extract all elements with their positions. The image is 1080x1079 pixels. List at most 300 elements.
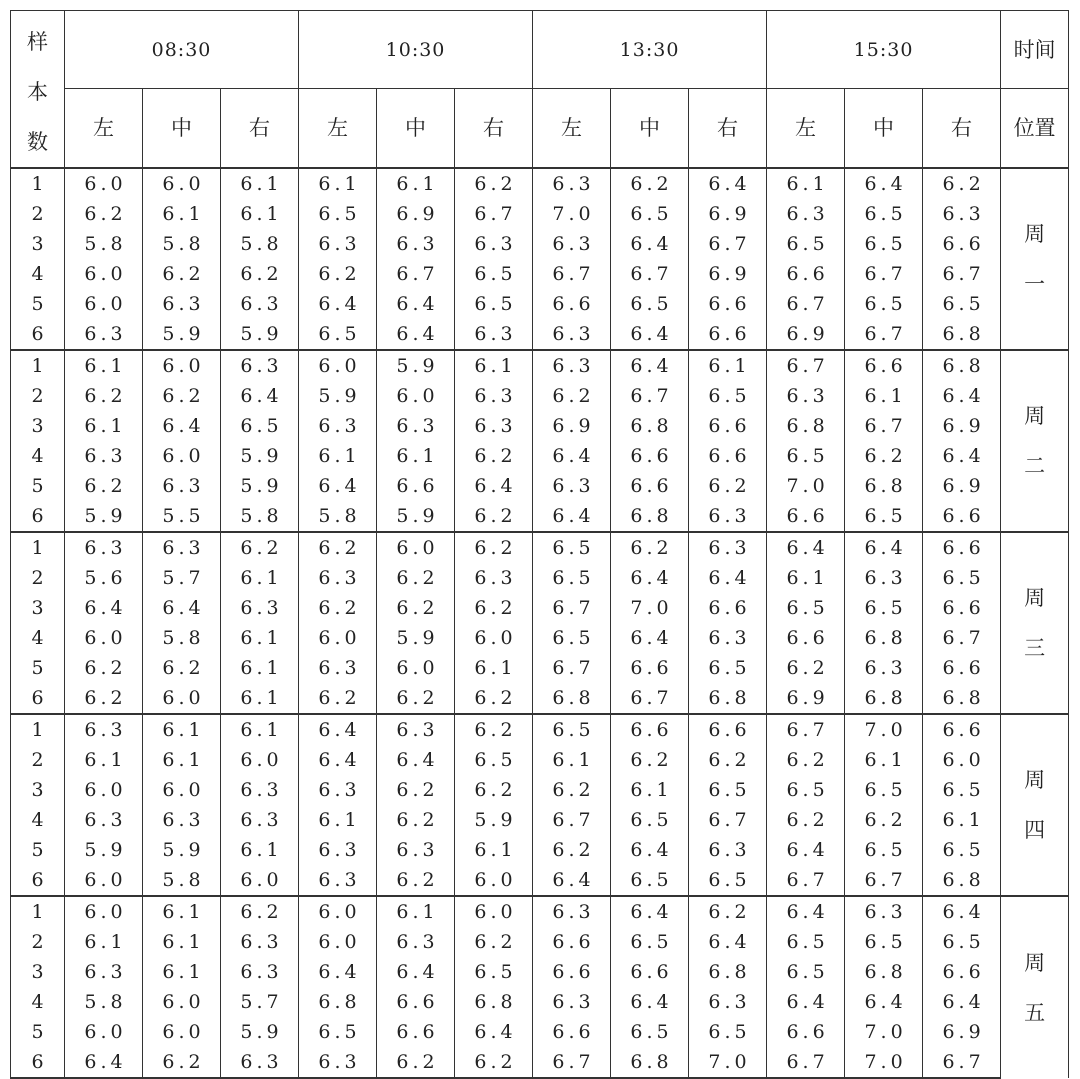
value-cell: 6.8	[611, 411, 689, 441]
weekday-char: 周	[1024, 950, 1046, 975]
value-cell: 6.7	[845, 319, 923, 350]
value-cell: 6.0	[143, 1017, 221, 1047]
value-cell: 5.9	[221, 1017, 299, 1047]
weekday-char: 周	[1024, 768, 1046, 792]
value-cell: 6.4	[377, 289, 455, 319]
value-cell: 6.1	[299, 441, 377, 471]
value-cell: 6.7	[689, 805, 767, 835]
value-cell: 6.3	[65, 714, 143, 745]
value-cell: 6.9	[689, 259, 767, 289]
value-cell: 6.5	[299, 319, 377, 350]
value-cell: 6.0	[377, 532, 455, 563]
value-cell: 6.2	[455, 714, 533, 745]
value-cell: 6.7	[845, 259, 923, 289]
position-header-center: 中	[377, 89, 455, 168]
value-cell: 6.0	[65, 259, 143, 289]
value-cell: 6.3	[533, 987, 611, 1017]
table-row	[11, 319, 1069, 350]
value-cell: 6.4	[923, 896, 1001, 927]
value-cell: 6.3	[221, 289, 299, 319]
weekday-cell	[1001, 714, 1069, 896]
value-cell: 6.3	[65, 441, 143, 471]
value-cell: 6.2	[377, 683, 455, 714]
value-cell: 6.8	[923, 319, 1001, 350]
value-cell: 6.0	[65, 775, 143, 805]
value-cell: 6.3	[65, 805, 143, 835]
data-table	[10, 10, 1069, 1079]
value-cell: 6.4	[845, 987, 923, 1017]
table-row	[11, 805, 1069, 835]
value-cell: 6.8	[845, 957, 923, 987]
value-cell: 6.3	[845, 563, 923, 593]
value-cell: 6.4	[143, 593, 221, 623]
position-header-right: 右	[221, 89, 299, 168]
value-cell: 6.5	[689, 653, 767, 683]
value-cell: 6.3	[143, 805, 221, 835]
value-cell: 7.0	[845, 1047, 923, 1078]
value-cell: 6.6	[923, 532, 1001, 563]
value-cell: 6.4	[377, 745, 455, 775]
value-cell: 6.2	[533, 381, 611, 411]
value-cell: 6.5	[767, 441, 845, 471]
value-cell: 6.4	[611, 319, 689, 350]
value-cell: 6.5	[845, 229, 923, 259]
sample-index-cell: 3	[11, 593, 65, 623]
value-cell: 5.9	[143, 319, 221, 350]
value-cell: 5.9	[221, 441, 299, 471]
sample-index-cell: 4	[11, 623, 65, 653]
value-cell: 6.2	[455, 927, 533, 957]
value-cell: 6.0	[299, 350, 377, 381]
value-cell: 6.2	[299, 532, 377, 563]
value-cell: 6.5	[611, 199, 689, 229]
value-cell: 6.8	[845, 471, 923, 501]
value-cell: 6.4	[65, 593, 143, 623]
value-cell: 6.3	[845, 653, 923, 683]
table-row	[11, 471, 1069, 501]
weekday-char: 四	[1024, 818, 1046, 842]
value-cell: 6.5	[767, 927, 845, 957]
value-cell: 6.3	[299, 411, 377, 441]
value-cell: 6.4	[767, 532, 845, 563]
value-cell: 6.2	[65, 683, 143, 714]
table-row	[11, 987, 1069, 1017]
table-row	[11, 441, 1069, 471]
table-row	[11, 1017, 1069, 1047]
table-row	[11, 350, 1069, 381]
sample-index-cell: 2	[11, 563, 65, 593]
value-cell: 6.3	[767, 199, 845, 229]
value-cell: 6.4	[377, 319, 455, 350]
value-cell: 6.4	[455, 1017, 533, 1047]
value-cell: 6.0	[65, 865, 143, 896]
sample-index-cell: 3	[11, 411, 65, 441]
value-cell: 6.4	[767, 835, 845, 865]
value-cell: 6.8	[611, 501, 689, 532]
value-cell: 6.1	[845, 745, 923, 775]
value-cell: 6.3	[299, 865, 377, 896]
value-cell: 6.8	[923, 350, 1001, 381]
value-cell: 5.9	[377, 501, 455, 532]
value-cell: 6.4	[533, 441, 611, 471]
value-cell: 6.2	[533, 775, 611, 805]
table-row	[11, 168, 1069, 199]
value-cell: 5.8	[65, 229, 143, 259]
value-cell: 6.6	[923, 229, 1001, 259]
value-cell: 6.6	[689, 593, 767, 623]
value-cell: 6.8	[611, 1047, 689, 1078]
value-cell: 5.8	[299, 501, 377, 532]
table-row	[11, 199, 1069, 229]
value-cell: 6.3	[299, 775, 377, 805]
value-cell: 5.7	[221, 987, 299, 1017]
value-cell: 6.9	[689, 199, 767, 229]
value-cell: 6.2	[221, 259, 299, 289]
value-cell: 5.9	[299, 381, 377, 411]
value-cell: 6.4	[299, 471, 377, 501]
value-cell: 6.0	[65, 168, 143, 199]
value-cell: 6.5	[767, 957, 845, 987]
value-cell: 5.9	[65, 501, 143, 532]
value-cell: 6.4	[611, 229, 689, 259]
value-cell: 6.4	[65, 1047, 143, 1078]
value-cell: 6.2	[377, 865, 455, 896]
value-cell: 6.6	[611, 957, 689, 987]
value-cell: 6.6	[377, 471, 455, 501]
value-cell: 6.0	[455, 623, 533, 653]
value-cell: 6.0	[221, 865, 299, 896]
value-cell: 6.3	[455, 229, 533, 259]
value-cell: 6.0	[143, 168, 221, 199]
value-cell: 6.3	[767, 381, 845, 411]
value-cell: 6.5	[611, 927, 689, 957]
value-cell: 6.7	[923, 1047, 1001, 1078]
value-cell: 6.2	[455, 1047, 533, 1078]
value-cell: 6.9	[767, 683, 845, 714]
sample-index-cell: 6	[11, 501, 65, 532]
value-cell: 6.8	[923, 865, 1001, 896]
position-header-left: 左	[65, 89, 143, 168]
value-cell: 6.3	[455, 381, 533, 411]
value-cell: 6.1	[455, 350, 533, 381]
sample-index-cell: 6	[11, 1047, 65, 1078]
value-cell: 6.4	[221, 381, 299, 411]
value-cell: 6.2	[689, 896, 767, 927]
value-cell: 6.4	[689, 168, 767, 199]
position-header-center: 中	[845, 89, 923, 168]
value-cell: 6.6	[767, 1017, 845, 1047]
table-body	[11, 168, 1069, 1078]
value-cell: 6.1	[533, 745, 611, 775]
value-cell: 6.9	[533, 411, 611, 441]
value-cell: 6.5	[689, 775, 767, 805]
sample-index-cell: 4	[11, 259, 65, 289]
value-cell: 6.1	[377, 896, 455, 927]
value-cell: 6.5	[923, 775, 1001, 805]
value-cell: 6.1	[143, 927, 221, 957]
value-cell: 6.3	[533, 319, 611, 350]
value-cell: 6.1	[65, 745, 143, 775]
value-cell: 6.9	[377, 199, 455, 229]
value-cell: 7.0	[845, 714, 923, 745]
value-cell: 6.6	[845, 350, 923, 381]
value-cell: 6.5	[533, 623, 611, 653]
value-cell: 6.3	[689, 532, 767, 563]
value-cell: 6.3	[221, 593, 299, 623]
value-cell: 6.2	[65, 381, 143, 411]
value-cell: 6.1	[221, 835, 299, 865]
value-cell: 6.3	[533, 350, 611, 381]
value-cell: 6.0	[65, 623, 143, 653]
value-cell: 6.0	[143, 350, 221, 381]
sample-index-cell: 4	[11, 805, 65, 835]
table-row	[11, 623, 1069, 653]
value-cell: 6.2	[377, 593, 455, 623]
value-cell: 6.7	[845, 411, 923, 441]
value-cell: 6.6	[533, 1017, 611, 1047]
corner-time-label: 时间	[1001, 11, 1069, 89]
sample-index-cell: 6	[11, 865, 65, 896]
value-cell: 6.7	[455, 199, 533, 229]
weekday-char: 周	[1024, 586, 1046, 610]
value-cell: 6.4	[845, 532, 923, 563]
value-cell: 6.1	[221, 563, 299, 593]
value-cell: 6.7	[533, 1047, 611, 1078]
value-cell: 6.5	[767, 229, 845, 259]
table-row	[11, 835, 1069, 865]
value-cell: 6.2	[923, 168, 1001, 199]
value-cell: 6.2	[299, 593, 377, 623]
value-cell: 6.0	[65, 289, 143, 319]
value-cell: 6.2	[611, 168, 689, 199]
value-cell: 6.1	[689, 350, 767, 381]
position-header-right: 右	[455, 89, 533, 168]
value-cell: 6.2	[377, 1047, 455, 1078]
sample-index-cell: 5	[11, 289, 65, 319]
value-cell: 6.3	[845, 896, 923, 927]
value-cell: 6.2	[767, 805, 845, 835]
value-cell: 6.2	[221, 532, 299, 563]
position-header-center: 中	[143, 89, 221, 168]
value-cell: 6.1	[455, 653, 533, 683]
value-cell: 6.0	[221, 745, 299, 775]
value-cell: 6.6	[533, 927, 611, 957]
value-cell: 6.0	[377, 381, 455, 411]
table-row	[11, 865, 1069, 896]
value-cell: 6.3	[689, 835, 767, 865]
value-cell: 6.6	[689, 441, 767, 471]
value-cell: 6.3	[299, 1047, 377, 1078]
sample-index-cell: 3	[11, 229, 65, 259]
value-cell: 6.1	[299, 805, 377, 835]
value-cell: 6.3	[533, 229, 611, 259]
table-row	[11, 775, 1069, 805]
value-cell: 6.4	[143, 411, 221, 441]
value-cell: 6.2	[611, 532, 689, 563]
value-cell: 6.0	[455, 896, 533, 927]
value-cell: 6.1	[143, 745, 221, 775]
value-cell: 6.7	[767, 714, 845, 745]
value-cell: 5.9	[377, 350, 455, 381]
value-cell: 6.6	[611, 714, 689, 745]
value-cell: 6.8	[767, 411, 845, 441]
value-cell: 6.5	[923, 927, 1001, 957]
value-cell: 6.3	[65, 532, 143, 563]
sample-index-cell: 1	[11, 896, 65, 927]
value-cell: 6.8	[845, 623, 923, 653]
value-cell: 6.2	[299, 683, 377, 714]
value-cell: 6.0	[143, 775, 221, 805]
value-cell: 6.5	[299, 1017, 377, 1047]
value-cell: 6.5	[689, 381, 767, 411]
value-cell: 6.6	[533, 289, 611, 319]
position-header-left: 左	[767, 89, 845, 168]
value-cell: 6.6	[923, 957, 1001, 987]
value-cell: 7.0	[533, 199, 611, 229]
value-cell: 5.8	[221, 229, 299, 259]
value-cell: 6.6	[923, 593, 1001, 623]
sample-index-cell: 5	[11, 471, 65, 501]
value-cell: 6.9	[923, 1017, 1001, 1047]
position-header-left: 左	[533, 89, 611, 168]
value-cell: 6.1	[143, 957, 221, 987]
value-cell: 5.8	[143, 865, 221, 896]
value-cell: 6.0	[299, 927, 377, 957]
value-cell: 6.7	[533, 805, 611, 835]
weekday-cell	[1001, 168, 1069, 350]
value-cell: 6.3	[689, 623, 767, 653]
value-cell: 6.3	[221, 1047, 299, 1078]
sample-index-cell: 5	[11, 1017, 65, 1047]
weekday-char: 周	[1024, 404, 1046, 428]
value-cell: 6.3	[689, 987, 767, 1017]
value-cell: 6.4	[611, 835, 689, 865]
value-cell: 6.3	[299, 563, 377, 593]
value-cell: 6.6	[533, 957, 611, 987]
value-cell: 6.5	[767, 593, 845, 623]
table-row	[11, 745, 1069, 775]
value-cell: 6.0	[923, 745, 1001, 775]
value-cell: 7.0	[611, 593, 689, 623]
value-cell: 6.4	[923, 381, 1001, 411]
weekday-char: 三	[1024, 636, 1046, 660]
value-cell: 6.7	[533, 259, 611, 289]
table-row	[11, 501, 1069, 532]
value-cell: 6.3	[221, 775, 299, 805]
corner-sample-char: 数	[27, 130, 48, 154]
value-cell: 6.3	[377, 927, 455, 957]
table-row	[11, 563, 1069, 593]
value-cell: 6.5	[611, 1017, 689, 1047]
value-cell: 6.2	[377, 563, 455, 593]
weekday-char: 二	[1024, 454, 1046, 478]
value-cell: 6.4	[299, 289, 377, 319]
value-cell: 6.7	[377, 259, 455, 289]
value-cell: 6.1	[377, 441, 455, 471]
value-cell: 6.6	[767, 623, 845, 653]
value-cell: 6.4	[533, 865, 611, 896]
value-cell: 6.1	[65, 350, 143, 381]
value-cell: 6.5	[689, 1017, 767, 1047]
table-row	[11, 259, 1069, 289]
value-cell: 5.9	[377, 623, 455, 653]
weekday-char: 周	[1024, 222, 1046, 246]
table-row	[11, 1047, 1069, 1078]
value-cell: 6.2	[767, 745, 845, 775]
value-cell: 6.6	[377, 987, 455, 1017]
sample-index-cell: 5	[11, 835, 65, 865]
value-cell: 6.5	[611, 289, 689, 319]
sample-index-cell: 3	[11, 957, 65, 987]
value-cell: 6.2	[455, 501, 533, 532]
value-cell: 5.8	[143, 623, 221, 653]
value-cell: 6.3	[533, 471, 611, 501]
value-cell: 6.7	[923, 623, 1001, 653]
value-cell: 6.6	[377, 1017, 455, 1047]
value-cell: 6.5	[533, 532, 611, 563]
value-cell: 6.9	[767, 319, 845, 350]
value-cell: 6.2	[611, 745, 689, 775]
value-cell: 6.6	[611, 471, 689, 501]
value-cell: 6.2	[455, 441, 533, 471]
value-cell: 5.9	[221, 471, 299, 501]
value-cell: 6.1	[221, 623, 299, 653]
value-cell: 6.2	[143, 259, 221, 289]
value-cell: 6.7	[533, 593, 611, 623]
value-cell: 6.3	[65, 319, 143, 350]
value-cell: 6.5	[845, 199, 923, 229]
value-cell: 5.9	[455, 805, 533, 835]
value-cell: 6.7	[923, 259, 1001, 289]
value-cell: 6.5	[689, 865, 767, 896]
value-cell: 6.8	[689, 957, 767, 987]
sample-index-cell: 4	[11, 987, 65, 1017]
sample-index-cell: 3	[11, 775, 65, 805]
value-cell: 6.2	[143, 653, 221, 683]
value-cell: 6.6	[923, 653, 1001, 683]
value-cell: 6.1	[455, 835, 533, 865]
corner-sample-char: 本	[27, 80, 48, 104]
value-cell: 6.0	[299, 623, 377, 653]
value-cell: 6.3	[221, 957, 299, 987]
value-cell: 6.8	[845, 683, 923, 714]
value-cell: 5.9	[65, 835, 143, 865]
weekday-cell	[1001, 896, 1069, 1078]
value-cell: 6.1	[221, 683, 299, 714]
value-cell: 6.7	[533, 653, 611, 683]
value-cell: 6.0	[143, 683, 221, 714]
sample-index-cell: 1	[11, 532, 65, 563]
table-row	[11, 289, 1069, 319]
value-cell: 6.7	[845, 865, 923, 896]
value-cell: 5.9	[143, 835, 221, 865]
value-cell: 6.1	[143, 896, 221, 927]
value-cell: 6.1	[65, 411, 143, 441]
value-cell: 6.3	[377, 835, 455, 865]
weekday-char: 一	[1024, 272, 1046, 296]
value-cell: 6.0	[65, 896, 143, 927]
value-cell: 6.2	[845, 441, 923, 471]
value-cell: 6.5	[611, 805, 689, 835]
value-cell: 6.1	[767, 168, 845, 199]
value-cell: 6.0	[143, 441, 221, 471]
value-cell: 6.5	[455, 289, 533, 319]
value-cell: 6.3	[533, 168, 611, 199]
table-row	[11, 896, 1069, 927]
value-cell: 6.1	[143, 714, 221, 745]
value-cell: 6.8	[299, 987, 377, 1017]
value-cell: 6.2	[455, 683, 533, 714]
